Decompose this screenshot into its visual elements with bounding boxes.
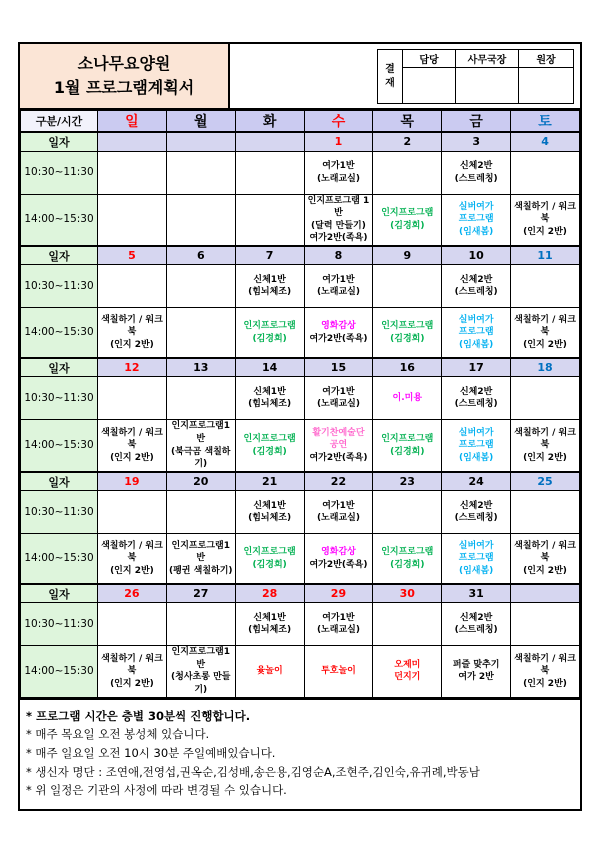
program-line: (김경희) bbox=[252, 559, 287, 570]
document-subtitle: 1월 프로그램계획서 bbox=[53, 78, 195, 97]
program-cell bbox=[304, 534, 373, 584]
program-cell bbox=[235, 646, 304, 697]
row-label-date: 일자 bbox=[21, 132, 98, 151]
date-cell bbox=[166, 132, 235, 151]
program-cell bbox=[304, 491, 373, 534]
top-band bbox=[20, 44, 580, 110]
date-cell: 13 bbox=[166, 358, 235, 377]
row-label-time: 10:30~11:30 bbox=[21, 603, 98, 646]
program-cell bbox=[373, 377, 442, 420]
program-cell bbox=[442, 420, 511, 472]
program-cell bbox=[373, 308, 442, 358]
date-cell: 9 bbox=[373, 246, 442, 265]
program-line: (인지 2반) bbox=[110, 565, 154, 576]
date-cell: 19 bbox=[98, 472, 167, 491]
program-cell bbox=[442, 491, 511, 534]
program-line: (펭귄 색칠하기) bbox=[169, 565, 233, 576]
program-cell bbox=[511, 265, 580, 308]
row-label-time: 10:30~11:30 bbox=[21, 265, 98, 308]
date-cell bbox=[98, 132, 167, 151]
program-line: (스트레칭) bbox=[454, 173, 498, 184]
approval-column-header: 사무국장 bbox=[456, 50, 519, 68]
program-line: 색칠하기 / 워크북 bbox=[514, 314, 576, 338]
program-cell bbox=[511, 603, 580, 646]
program-cell bbox=[98, 534, 167, 584]
program-cell bbox=[98, 646, 167, 697]
program-line: (노래교실) bbox=[316, 287, 360, 298]
program-line: 여가1반 bbox=[322, 160, 355, 171]
program-cell bbox=[442, 194, 511, 246]
program-cell bbox=[442, 534, 511, 584]
date-cell: 10 bbox=[442, 246, 511, 265]
program-cell bbox=[511, 420, 580, 472]
program-line: (힘뇌체조) bbox=[248, 399, 292, 410]
program-line: 신체2반 bbox=[459, 612, 493, 623]
approval-column-header: 담당 bbox=[403, 50, 456, 68]
program-cell bbox=[166, 265, 235, 308]
date-cell: 26 bbox=[98, 584, 167, 603]
day-header: 일 bbox=[98, 111, 167, 133]
program-line: (인지 2반) bbox=[523, 565, 567, 576]
program-cell bbox=[511, 534, 580, 584]
day-header: 목 bbox=[373, 111, 442, 133]
program-cell bbox=[166, 377, 235, 420]
program-cell bbox=[235, 491, 304, 534]
program-line: 공연 bbox=[329, 440, 348, 451]
program-line: 오제미 bbox=[394, 659, 421, 670]
date-cell bbox=[511, 584, 580, 603]
date-cell: 27 bbox=[166, 584, 235, 603]
program-cell bbox=[98, 377, 167, 420]
program-cell bbox=[511, 377, 580, 420]
program-cell bbox=[166, 603, 235, 646]
date-cell: 24 bbox=[442, 472, 511, 491]
date-cell: 21 bbox=[235, 472, 304, 491]
program-cell bbox=[442, 377, 511, 420]
row-label-time: 14:00~15:30 bbox=[21, 194, 98, 246]
program-cell bbox=[373, 151, 442, 194]
program-line: 여가2반(족욕) bbox=[309, 559, 368, 570]
program-cell bbox=[235, 265, 304, 308]
program-line: 여가1반 bbox=[322, 500, 355, 511]
row-label-time: 10:30~11:30 bbox=[21, 491, 98, 534]
program-cell bbox=[304, 265, 373, 308]
date-cell: 15 bbox=[304, 358, 373, 377]
row-label-time: 14:00~15:30 bbox=[21, 534, 98, 584]
date-cell: 25 bbox=[511, 472, 580, 491]
program-cell bbox=[442, 265, 511, 308]
row-label-date: 일자 bbox=[21, 472, 98, 491]
program-cell bbox=[166, 420, 235, 472]
program-line: (김경희) bbox=[390, 333, 425, 344]
row-label-time: 14:00~15:30 bbox=[21, 308, 98, 358]
program-cell bbox=[511, 308, 580, 358]
program-cell bbox=[98, 420, 167, 472]
note-line: * 매주 목요일 오전 봉성체 있습니다. bbox=[26, 727, 210, 742]
program-line: (스트레칭) bbox=[454, 513, 498, 524]
program-line: 인지프로그램 bbox=[243, 433, 296, 444]
program-line: 인지프로그램 1반 bbox=[307, 195, 370, 219]
program-line: 색칠하기 / 워크북 bbox=[514, 201, 576, 225]
program-line: 영화감상 bbox=[321, 321, 356, 332]
program-line: 신체1반 bbox=[253, 386, 286, 397]
schedule-sheet bbox=[18, 42, 582, 811]
program-cell bbox=[511, 646, 580, 697]
schedule-table bbox=[20, 110, 580, 698]
program-line: 여가1반 bbox=[322, 386, 355, 397]
program-line: 색칠하기 / 워크북 bbox=[514, 427, 576, 451]
program-line: (김경희) bbox=[390, 446, 425, 457]
program-line: (힘뇌체조) bbox=[248, 625, 292, 636]
program-line: 인지프로그램1반 bbox=[171, 540, 230, 564]
date-cell: 1 bbox=[304, 132, 373, 151]
program-line: 신체2반 bbox=[459, 160, 493, 171]
program-line: (김경희) bbox=[390, 559, 425, 570]
date-cell: 30 bbox=[373, 584, 442, 603]
program-line: (인지 2반) bbox=[110, 678, 154, 689]
program-line: 프로그램 bbox=[458, 553, 494, 564]
program-line: 색칠하기 / 워크북 bbox=[101, 314, 163, 338]
program-cell bbox=[98, 491, 167, 534]
program-line: 인지프로그램 bbox=[243, 546, 296, 557]
day-header: 토 bbox=[511, 111, 580, 133]
program-cell bbox=[98, 194, 167, 246]
program-cell bbox=[373, 194, 442, 246]
program-cell bbox=[98, 308, 167, 358]
row-label-time: 10:30~11:30 bbox=[21, 377, 98, 420]
note-line: * 생신자 명단 : 조연애,전영섭,권옥순,김성배,송은용,김영순A,조현주,김인숙,유귀례,박동남 bbox=[26, 764, 480, 779]
program-cell bbox=[442, 603, 511, 646]
row-label-time: 14:00~15:30 bbox=[21, 646, 98, 697]
program-cell bbox=[304, 646, 373, 697]
note-line: * 매주 일요일 오전 10시 30분 주일예배있습니다. bbox=[26, 745, 276, 760]
approval-column-header: 원장 bbox=[519, 50, 574, 68]
day-header: 월 bbox=[166, 111, 235, 133]
program-line: (김경희) bbox=[390, 220, 425, 231]
date-cell: 18 bbox=[511, 358, 580, 377]
program-cell bbox=[166, 534, 235, 584]
facility-name: 소나무요양원 bbox=[77, 54, 171, 73]
program-line: 신체1반 bbox=[253, 612, 286, 623]
program-line: (달력 만들기) bbox=[311, 220, 366, 231]
program-line: 인지프로그램1반 bbox=[171, 421, 230, 444]
program-line: 인지프로그램 bbox=[381, 208, 434, 219]
program-line: 신체2반 bbox=[459, 274, 493, 285]
program-line: (노래교실) bbox=[316, 173, 360, 184]
row-label-date: 일자 bbox=[21, 246, 98, 265]
program-line: 신체1반 bbox=[253, 500, 286, 511]
program-cell bbox=[235, 377, 304, 420]
program-line: 인지프로그램 bbox=[381, 321, 434, 332]
program-line: (인지 2반) bbox=[110, 339, 154, 350]
date-cell: 23 bbox=[373, 472, 442, 491]
program-cell bbox=[166, 151, 235, 194]
approval-signature-cell bbox=[403, 68, 456, 104]
program-line: 여가1반 bbox=[322, 274, 355, 285]
program-cell bbox=[235, 534, 304, 584]
approval-label: 결재 bbox=[378, 50, 403, 104]
row-label-date: 일자 bbox=[21, 584, 98, 603]
row-label-time: 14:00~15:30 bbox=[21, 420, 98, 472]
program-line: (김경희) bbox=[252, 446, 287, 457]
program-line: 인지프로그램 bbox=[243, 321, 296, 332]
program-cell bbox=[166, 646, 235, 697]
program-line: 여가1반 bbox=[322, 612, 355, 623]
date-cell: 8 bbox=[304, 246, 373, 265]
program-line: 여가 2반 bbox=[458, 672, 494, 683]
program-line: 프로그램 bbox=[458, 327, 494, 338]
day-header: 수 bbox=[304, 111, 373, 133]
program-cell bbox=[442, 646, 511, 697]
program-line: 인지프로그램 bbox=[381, 546, 434, 557]
program-cell bbox=[166, 491, 235, 534]
date-cell: 20 bbox=[166, 472, 235, 491]
program-line: (청사초롱 만들기) bbox=[171, 672, 231, 696]
program-line: (인지 2반) bbox=[523, 678, 567, 689]
date-cell: 14 bbox=[235, 358, 304, 377]
approval-signature-cell bbox=[456, 68, 519, 104]
program-line: 색칠하기 / 워크북 bbox=[101, 540, 163, 564]
program-line: (노래교실) bbox=[316, 513, 360, 524]
note-line: * 프로그램 시간은 층별 30분씩 진행합니다. bbox=[26, 708, 251, 723]
program-cell bbox=[442, 151, 511, 194]
program-cell bbox=[166, 194, 235, 246]
program-cell bbox=[304, 151, 373, 194]
corner-header: 구분/시간 bbox=[21, 111, 98, 133]
program-line: 여가2반(족욕) bbox=[309, 233, 368, 244]
program-line: 실버여가 bbox=[458, 540, 494, 551]
row-label-time: 10:30~11:30 bbox=[21, 151, 98, 194]
program-line: 투호놀이 bbox=[321, 666, 356, 677]
date-cell: 17 bbox=[442, 358, 511, 377]
program-line: 여가2반(족욕) bbox=[309, 452, 368, 463]
program-line: 프로그램 bbox=[458, 214, 494, 225]
program-line: 영화감상 bbox=[321, 546, 356, 557]
program-cell bbox=[235, 194, 304, 246]
program-line: 프로그램 bbox=[458, 440, 494, 451]
note-line: * 위 일정은 기관의 사정에 따라 변경될 수 있습니다. bbox=[26, 783, 287, 798]
program-cell bbox=[442, 308, 511, 358]
date-cell: 22 bbox=[304, 472, 373, 491]
program-line: (노래교실) bbox=[316, 625, 360, 636]
program-cell bbox=[373, 420, 442, 472]
date-cell: 16 bbox=[373, 358, 442, 377]
program-cell bbox=[304, 603, 373, 646]
approval-signature-cell bbox=[519, 68, 574, 104]
date-cell: 3 bbox=[442, 132, 511, 151]
approval-box bbox=[377, 49, 574, 104]
program-cell bbox=[373, 534, 442, 584]
program-line: (임새봄) bbox=[458, 452, 494, 463]
program-line: 신체2반 bbox=[459, 500, 493, 511]
program-line: (스트레칭) bbox=[454, 287, 498, 298]
program-line: (스트레칭) bbox=[454, 399, 498, 410]
program-line: (인지 2반) bbox=[523, 226, 567, 237]
program-line: 던지기 bbox=[394, 672, 421, 683]
program-cell bbox=[373, 603, 442, 646]
date-cell: 5 bbox=[98, 246, 167, 265]
program-line: 실버여가 bbox=[458, 427, 494, 438]
program-line: (인지 2반) bbox=[110, 452, 154, 463]
program-line: 이.미용 bbox=[392, 393, 423, 404]
program-cell bbox=[235, 151, 304, 194]
program-line: 활기찬예술단 bbox=[312, 427, 365, 438]
day-header: 금 bbox=[442, 111, 511, 133]
program-line: (힘뇌체조) bbox=[248, 513, 292, 524]
program-cell bbox=[304, 308, 373, 358]
program-line: 실버여가 bbox=[458, 314, 494, 325]
program-cell bbox=[98, 151, 167, 194]
program-line: 색칠하기 / 워크북 bbox=[514, 653, 576, 677]
program-line: 색칠하기 / 워크북 bbox=[101, 427, 163, 451]
program-line: (노래교실) bbox=[316, 399, 360, 410]
document-title bbox=[20, 44, 230, 108]
date-cell: 28 bbox=[235, 584, 304, 603]
program-cell bbox=[373, 491, 442, 534]
program-cell bbox=[235, 308, 304, 358]
row-label-date: 일자 bbox=[21, 358, 98, 377]
date-cell: 29 bbox=[304, 584, 373, 603]
program-line: (임새봄) bbox=[458, 226, 494, 237]
program-cell bbox=[235, 420, 304, 472]
program-line: 윷놀이 bbox=[256, 666, 283, 677]
program-line: 신체2반 bbox=[459, 386, 493, 397]
program-cell bbox=[373, 646, 442, 697]
program-line: 신체1반 bbox=[253, 274, 286, 285]
program-line: 실버여가 bbox=[458, 201, 494, 212]
program-line: (힘뇌체조) bbox=[248, 287, 292, 298]
program-line: 퍼즐 맞추기 bbox=[452, 659, 500, 670]
program-line: 색칠하기 / 워크북 bbox=[101, 653, 163, 677]
program-cell bbox=[373, 265, 442, 308]
program-line: (임새봄) bbox=[458, 339, 494, 350]
program-cell bbox=[304, 377, 373, 420]
program-line: (김경희) bbox=[252, 333, 287, 344]
date-cell bbox=[235, 132, 304, 151]
program-cell bbox=[235, 603, 304, 646]
program-line: 여가2반(족욕) bbox=[309, 333, 368, 344]
program-line: (인지 2반) bbox=[523, 452, 567, 463]
program-line: (스트레칭) bbox=[454, 625, 498, 636]
program-line: 인지프로그램 bbox=[381, 433, 434, 444]
date-cell: 2 bbox=[373, 132, 442, 151]
program-cell bbox=[304, 420, 373, 472]
date-cell: 11 bbox=[511, 246, 580, 265]
date-cell: 31 bbox=[442, 584, 511, 603]
notes-section bbox=[20, 698, 580, 809]
day-header: 화 bbox=[235, 111, 304, 133]
program-line: 인지프로그램1반 bbox=[171, 647, 230, 670]
program-line: (북극곰 색칠하기) bbox=[171, 446, 231, 470]
program-line: 색칠하기 / 워크북 bbox=[514, 540, 576, 564]
program-line: (임새봄) bbox=[458, 565, 494, 576]
date-cell: 4 bbox=[511, 132, 580, 151]
program-cell bbox=[304, 194, 373, 246]
program-cell bbox=[98, 265, 167, 308]
date-cell: 12 bbox=[98, 358, 167, 377]
date-cell: 7 bbox=[235, 246, 304, 265]
program-line: (인지 2반) bbox=[523, 339, 567, 350]
program-cell bbox=[511, 491, 580, 534]
program-cell bbox=[511, 194, 580, 246]
date-cell: 6 bbox=[166, 246, 235, 265]
program-cell bbox=[98, 603, 167, 646]
program-cell bbox=[511, 151, 580, 194]
program-cell bbox=[166, 308, 235, 358]
